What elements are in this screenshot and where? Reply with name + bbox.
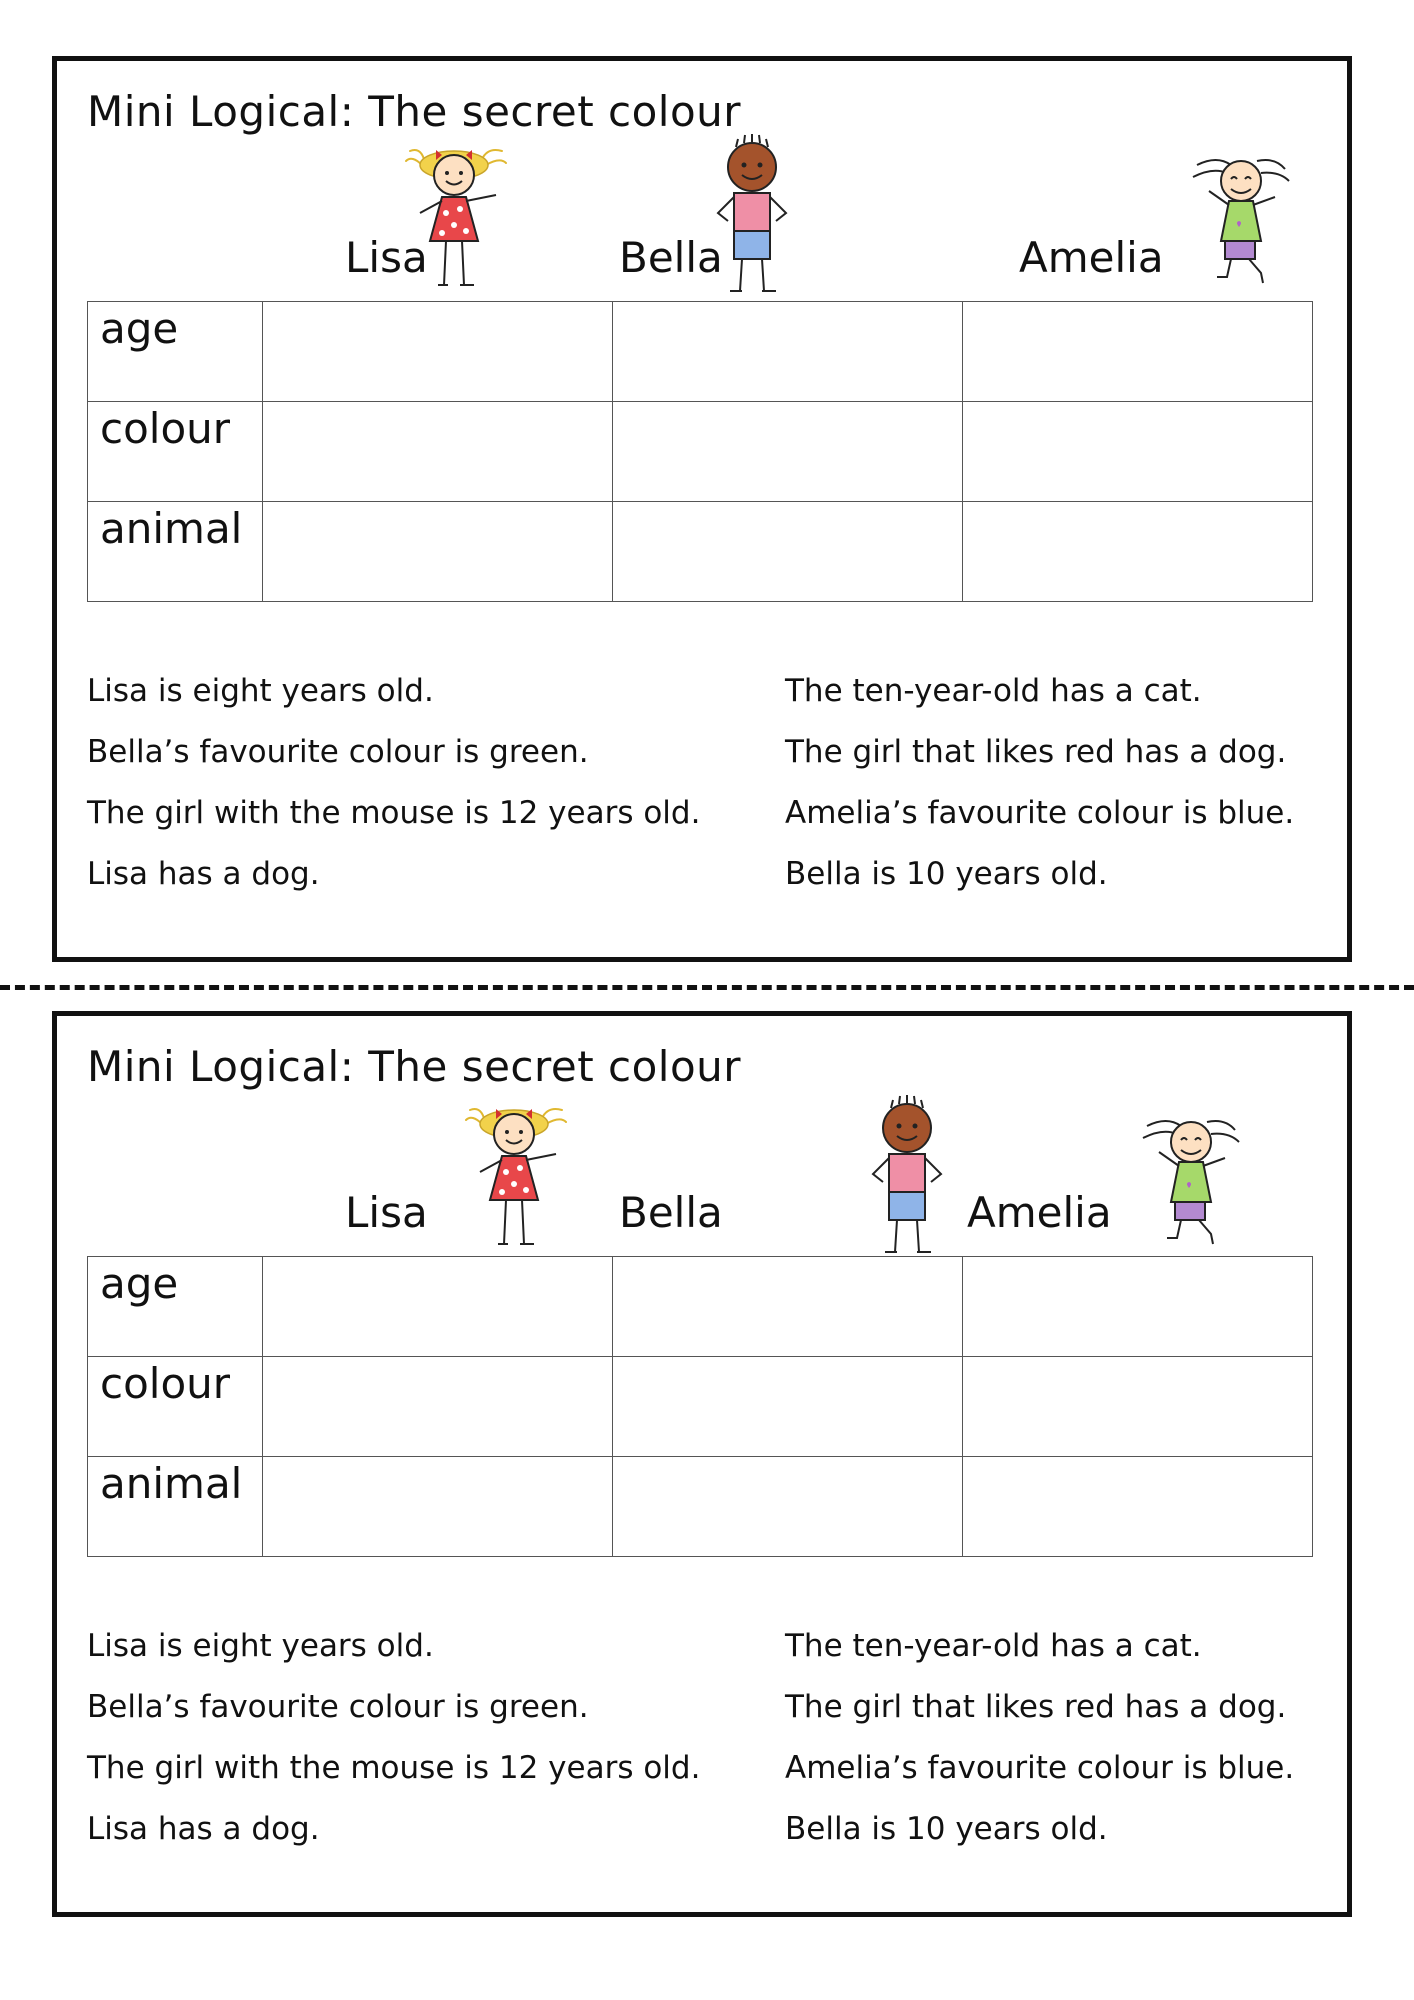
grid-row-animal xyxy=(88,1457,1313,1557)
clue-item: The ten-year-old has a cat. xyxy=(785,1628,1202,1664)
clue-item: The girl with the mouse is 12 years old. xyxy=(87,1750,701,1786)
row-label-colour: colour xyxy=(88,402,263,502)
row-label-animal: animal xyxy=(88,1457,263,1557)
clue-item: Bella’s favourite colour is green. xyxy=(87,734,589,770)
grid-row-age xyxy=(88,1257,1313,1357)
grid-cell[interactable] xyxy=(263,1457,613,1557)
worksheet-card-1 xyxy=(52,56,1352,962)
column-name-lisa: Lisa xyxy=(345,1188,428,1237)
grid-cell[interactable] xyxy=(613,1457,963,1557)
column-name-bella: Bella xyxy=(619,233,723,282)
child-pink-shirt-icon xyxy=(857,1094,957,1259)
grid-cell[interactable] xyxy=(263,1357,613,1457)
logic-grid xyxy=(87,1256,1313,1557)
grid-row-age xyxy=(88,302,1313,402)
cut-line-divider xyxy=(0,985,1414,990)
grid-cell[interactable] xyxy=(963,302,1313,402)
grid-cell[interactable] xyxy=(963,1457,1313,1557)
clue-list-left xyxy=(87,671,700,915)
worksheet-title: Mini Logical: The secret colour xyxy=(87,1042,742,1091)
worksheet-title: Mini Logical: The secret colour xyxy=(87,87,742,136)
column-name-amelia: Amelia xyxy=(1019,233,1164,282)
clue-item: Bella is 10 years old. xyxy=(785,856,1108,892)
clue-item: Bella’s favourite colour is green. xyxy=(87,1689,589,1725)
grid-cell[interactable] xyxy=(263,502,613,602)
worksheet-card-2 xyxy=(52,1011,1352,1917)
grid-cell[interactable] xyxy=(613,1257,963,1357)
grid-cell[interactable] xyxy=(263,302,613,402)
grid-cell[interactable] xyxy=(963,502,1313,602)
row-label-age: age xyxy=(88,1257,263,1357)
girl-green-dress-icon xyxy=(1137,1112,1247,1252)
column-name-lisa: Lisa xyxy=(345,233,428,282)
clue-list-left xyxy=(87,1626,700,1870)
clue-list-right xyxy=(785,671,1294,915)
clue-item: Amelia’s favourite colour is blue. xyxy=(785,1750,1295,1786)
grid-cell[interactable] xyxy=(963,1257,1313,1357)
clue-item: The girl that likes red has a dog. xyxy=(785,1689,1287,1725)
clue-item: The girl that likes red has a dog. xyxy=(785,734,1287,770)
grid-row-animal xyxy=(88,502,1313,602)
clue-item: Lisa is eight years old. xyxy=(87,1628,434,1664)
grid-row-colour xyxy=(88,402,1313,502)
clue-item: Lisa has a dog. xyxy=(87,856,320,892)
row-label-animal: animal xyxy=(88,502,263,602)
clue-item: Amelia’s favourite colour is blue. xyxy=(785,795,1295,831)
grid-cell[interactable] xyxy=(263,402,613,502)
logic-grid xyxy=(87,301,1313,602)
grid-cell[interactable] xyxy=(263,1257,613,1357)
grid-cell[interactable] xyxy=(613,502,963,602)
clue-item: The ten-year-old has a cat. xyxy=(785,673,1202,709)
girl-red-dress-icon xyxy=(462,1102,577,1252)
grid-cell[interactable] xyxy=(613,402,963,502)
grid-cell[interactable] xyxy=(963,402,1313,502)
clue-item: Lisa is eight years old. xyxy=(87,673,434,709)
row-label-age: age xyxy=(88,302,263,402)
clue-item: The girl with the mouse is 12 years old. xyxy=(87,795,701,831)
grid-row-colour xyxy=(88,1357,1313,1457)
grid-cell[interactable] xyxy=(613,1357,963,1457)
clue-item: Bella is 10 years old. xyxy=(785,1811,1108,1847)
girl-green-dress-icon xyxy=(1187,151,1297,291)
grid-cell[interactable] xyxy=(613,302,963,402)
clue-item: Lisa has a dog. xyxy=(87,1811,320,1847)
grid-cell[interactable] xyxy=(963,1357,1313,1457)
column-name-amelia: Amelia xyxy=(967,1188,1112,1237)
row-label-colour: colour xyxy=(88,1357,263,1457)
column-name-bella: Bella xyxy=(619,1188,723,1237)
clue-list-right xyxy=(785,1626,1294,1870)
